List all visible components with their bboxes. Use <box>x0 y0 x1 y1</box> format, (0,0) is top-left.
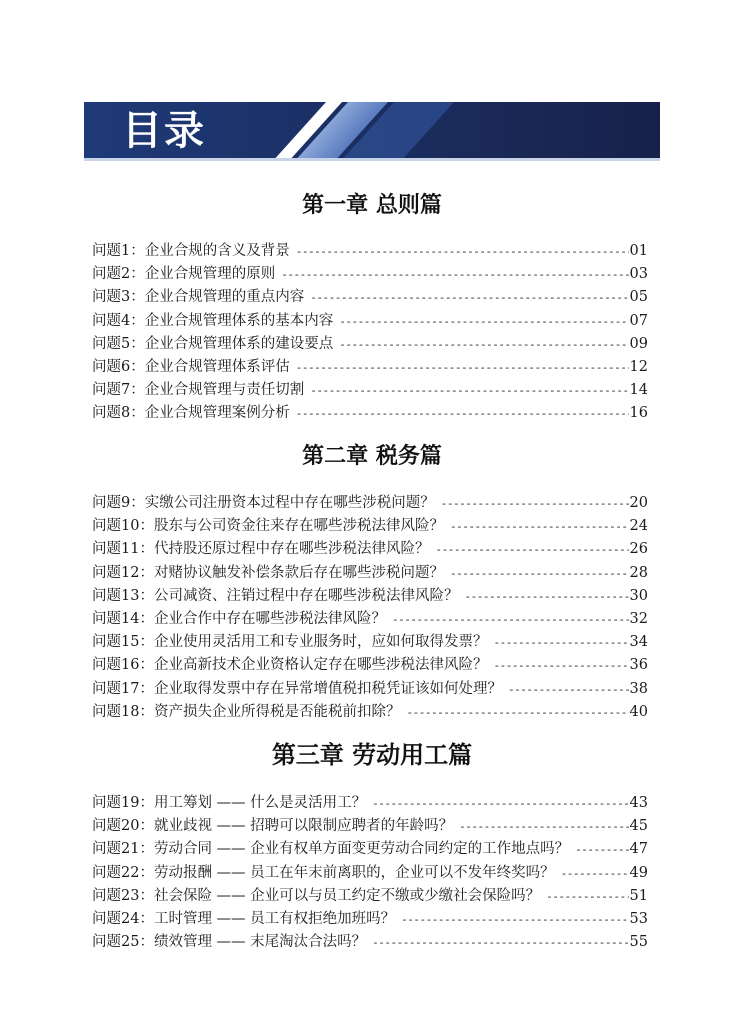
toc-question-title: 企业合规管理的重点内容 <box>144 289 305 306</box>
toc-leader <box>546 885 628 908</box>
toc-page-number: 03 <box>629 266 648 283</box>
toc-question-number: 问题19： <box>92 795 154 811</box>
toc-question-number: 问题7： <box>92 382 145 399</box>
toc-page-number: 40 <box>629 703 648 720</box>
toc-entry[interactable] <box>92 608 648 631</box>
toc-page-number: 14 <box>629 382 648 399</box>
toc-question-title: 实缴公司注册资本过程中存在哪些涉税问题？ <box>144 495 435 511</box>
toc-leader <box>372 931 628 954</box>
toc-question-title: 企业合作中存在哪些涉税法律风险？ <box>153 610 386 627</box>
toc-leader <box>372 792 628 815</box>
toc-question-number: 问题24： <box>92 910 154 927</box>
toc-page-number: 12 <box>629 358 648 375</box>
toc-question-number: 问题21： <box>92 841 154 858</box>
toc-page-number: 53 <box>629 910 648 927</box>
toc-question-number: 问题1： <box>92 243 145 259</box>
toc-leader <box>296 356 629 379</box>
toc-page-number: 36 <box>629 657 648 674</box>
toc-question-title: 企业合规管理案例分析 <box>144 405 290 422</box>
toc-question-number: 问题13： <box>92 587 154 604</box>
toc-entry[interactable] <box>92 402 648 425</box>
toc-question-number: 问题6： <box>92 358 145 375</box>
toc-question-title: 企业合规管理的原则 <box>144 266 276 283</box>
toc-entry[interactable] <box>92 562 648 585</box>
toc-entry[interactable] <box>92 515 648 538</box>
toc-page-number: 07 <box>629 312 648 329</box>
page-title: 目录 <box>122 108 206 154</box>
toc-list-chapter-2 <box>92 492 648 724</box>
toc-leader <box>575 838 628 861</box>
toc-entry[interactable] <box>92 678 648 701</box>
toc-list-chapter-3 <box>92 792 648 954</box>
toc-question-title: 股东与公司资金往来存在哪些涉税法律风险？ <box>153 518 444 535</box>
toc-page-number: 28 <box>629 564 648 581</box>
toc-question-number: 问题22： <box>92 864 154 881</box>
toc-entry[interactable] <box>92 654 648 677</box>
toc-question-number: 问题14： <box>92 610 154 627</box>
toc-leader <box>441 492 629 515</box>
toc-entry[interactable] <box>92 908 648 931</box>
toc-question-number: 问题9： <box>92 495 145 511</box>
toc-question-number: 问题8： <box>92 405 145 422</box>
toc-question-number: 问题10： <box>92 518 154 535</box>
toc-page-number: 24 <box>629 518 648 535</box>
toc-page-number: 01 <box>629 243 648 259</box>
toc-leader <box>406 701 628 724</box>
toc-page-number: 49 <box>629 864 648 881</box>
toc-question-title: 就业歧视 —— 招聘可以限制应聘者的年龄吗？ <box>153 818 454 835</box>
toc-page-number: 43 <box>629 795 648 811</box>
toc-question-number: 问题5： <box>92 335 145 352</box>
toc-page-number: 47 <box>629 841 648 858</box>
toc-question-number: 问题12： <box>92 564 154 581</box>
toc-page-number: 38 <box>629 680 648 697</box>
chapter-heading: 第三章 劳动用工篇 <box>271 741 473 769</box>
toc-page-number: 34 <box>629 634 648 651</box>
toc-leader <box>339 310 628 333</box>
toc-page-number: 30 <box>629 587 648 604</box>
toc-leader <box>493 654 628 677</box>
toc-question-number: 问题17： <box>92 680 154 697</box>
toc-question-title: 对赌协议触发补偿条款后存在哪些涉税问题？ <box>153 564 444 581</box>
toc-question-number: 问题23： <box>92 887 154 904</box>
toc-leader <box>464 585 628 608</box>
toc-leader <box>310 286 628 309</box>
toc-question-number: 问题4： <box>92 312 145 329</box>
toc-leader <box>296 240 629 263</box>
toc-question-number: 问题25： <box>92 934 154 951</box>
toc-page-number: 09 <box>629 335 648 352</box>
toc-leader <box>401 908 628 931</box>
toc-entry[interactable] <box>92 792 648 815</box>
toc-page-number: 45 <box>629 818 648 835</box>
toc-entry[interactable] <box>92 885 648 908</box>
toc-leader <box>310 379 628 402</box>
toc-question-number: 问题18： <box>92 703 154 720</box>
toc-question-number: 问题20： <box>92 818 154 835</box>
toc-leader <box>435 538 628 561</box>
toc-list-chapter-1 <box>92 240 648 426</box>
toc-leader <box>339 333 628 356</box>
toc-leader <box>296 402 629 425</box>
toc-entry[interactable] <box>92 701 648 724</box>
toc-question-title: 企业使用灵活用工和专业服务时，应如何取得发票？ <box>153 634 488 651</box>
toc-question-title: 企业高新技术企业资格认定存在哪些涉税法律风险？ <box>153 657 488 674</box>
toc-leader <box>561 862 629 885</box>
toc-question-title: 社会保险 —— 企业可以与员工约定不缴或少缴社会保险吗？ <box>153 887 541 904</box>
toc-entry[interactable] <box>92 631 648 654</box>
toc-entry[interactable] <box>92 286 648 309</box>
toc-question-title: 资产损失企业所得税是否能税前扣除？ <box>153 703 401 720</box>
toc-question-title: 劳动报酬 —— 员工在年末前离职的，企业可以不发年终奖吗？ <box>153 864 555 881</box>
toc-entry[interactable] <box>92 333 648 356</box>
toc-question-number: 问题3： <box>92 289 145 306</box>
toc-question-title: 工时管理 —— 员工有权拒绝加班吗？ <box>153 910 396 927</box>
toc-entry[interactable] <box>92 815 648 838</box>
toc-entry[interactable] <box>92 538 648 561</box>
toc-leader <box>281 263 628 286</box>
toc-question-title: 绩效管理 —— 末尾淘汰合法吗？ <box>153 934 367 951</box>
chapter-heading: 第二章 税务篇 <box>302 444 442 469</box>
toc-question-number: 问题15： <box>92 634 154 651</box>
toc-question-title: 代持股还原过程中存在哪些涉税法律风险？ <box>153 541 430 558</box>
toc-page-number: 26 <box>629 541 648 558</box>
toc-entry[interactable] <box>92 356 648 379</box>
toc-question-number: 问题11： <box>92 541 154 558</box>
toc-entry[interactable] <box>92 838 648 861</box>
toc-question-title: 企业合规管理与责任切割 <box>144 382 305 399</box>
toc-question-number: 问题16： <box>92 657 154 674</box>
toc-question-number: 问题2： <box>92 266 145 283</box>
toc-page-number: 51 <box>629 887 648 904</box>
toc-entry[interactable] <box>92 310 648 333</box>
toc-header-banner <box>84 102 660 160</box>
toc-question-title: 企业合规管理体系的建设要点 <box>144 335 334 352</box>
toc-entry[interactable] <box>92 263 648 286</box>
toc-entry[interactable] <box>92 379 648 402</box>
toc-question-title: 劳动合同 —— 企业有权单方面变更劳动合同约定的工作地点吗？ <box>153 841 570 858</box>
toc-leader <box>450 515 629 538</box>
toc-entry[interactable] <box>92 931 648 954</box>
toc-question-title: 企业取得发票中存在异常增值税扣税凭证该如何处理？ <box>153 680 502 697</box>
banner-divider <box>84 158 660 161</box>
toc-question-title: 企业合规管理体系评估 <box>144 358 290 375</box>
toc-page-number: 20 <box>629 495 648 511</box>
toc-question-title: 公司减资、注销过程中存在哪些涉税法律风险？ <box>153 587 459 604</box>
toc-leader <box>508 678 629 701</box>
toc-question-title: 企业合规管理体系的基本内容 <box>144 312 334 329</box>
toc-entry[interactable] <box>92 240 648 263</box>
toc-entry[interactable] <box>92 862 648 885</box>
toc-leader <box>450 562 629 585</box>
toc-leader <box>392 608 629 631</box>
toc-page-number: 55 <box>629 934 648 951</box>
toc-question-title: 企业合规的含义及背景 <box>144 243 290 259</box>
toc-leader <box>493 631 628 654</box>
chapter-heading: 第一章 总则篇 <box>302 193 442 218</box>
toc-entry[interactable] <box>92 585 648 608</box>
toc-entry[interactable] <box>92 492 648 515</box>
toc-page-number: 16 <box>629 405 648 422</box>
toc-question-title: 用工筹划 —— 什么是灵活用工？ <box>153 795 367 811</box>
toc-leader <box>459 815 628 838</box>
toc-page-number: 05 <box>629 289 648 306</box>
toc-page-number: 32 <box>629 610 648 627</box>
